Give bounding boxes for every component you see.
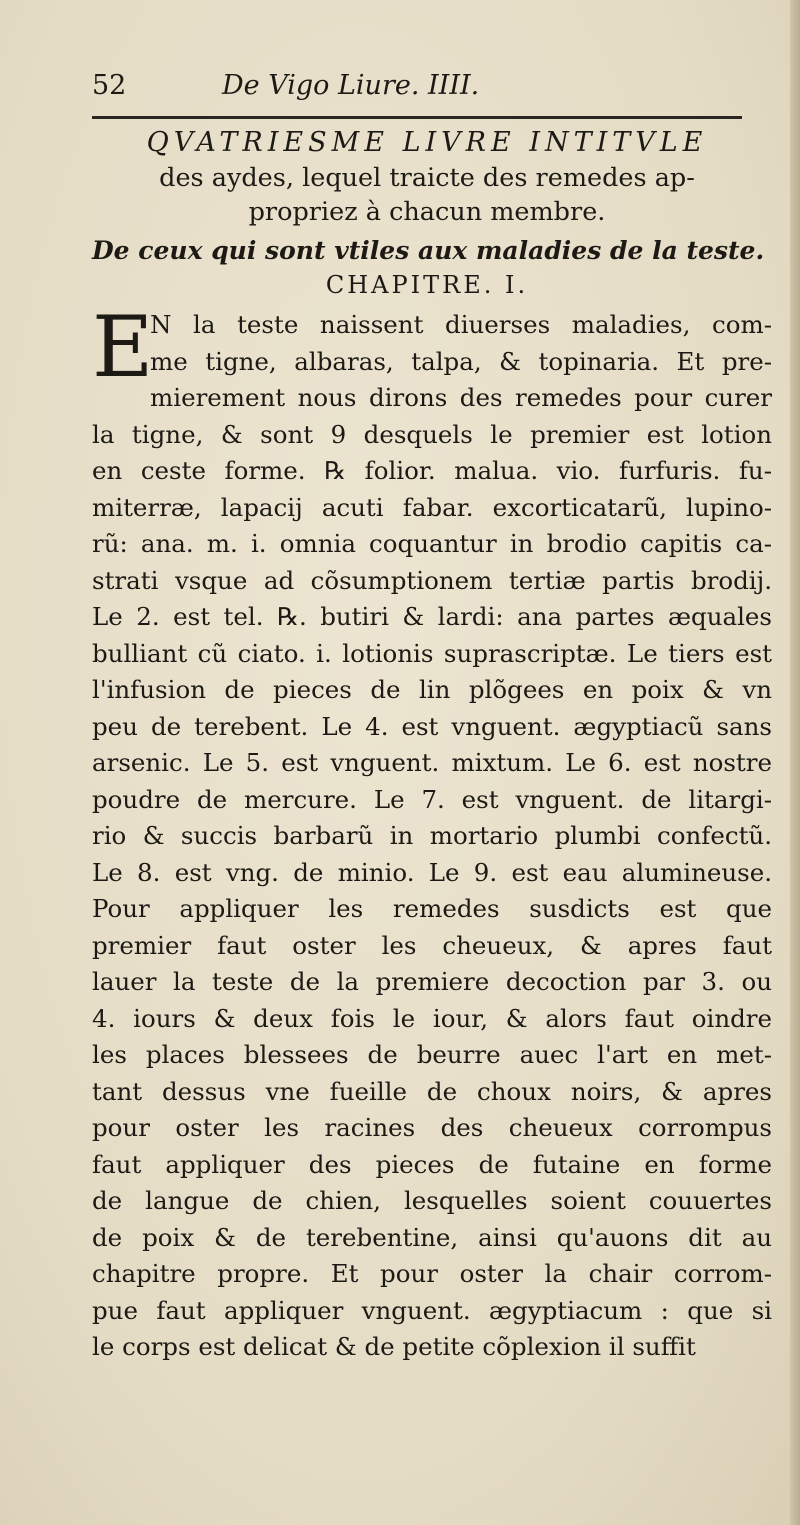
text-line: 4. iours & deux fois le iour, & alors faut oindre (92, 1003, 772, 1033)
chapter-heading: CHAPITRE. I. (325, 271, 529, 299)
text-line: peu de terebent. Le 4. est vnguent. ægyptiacũ sans (92, 711, 772, 741)
text-line: mierement nous dirons des remedes pour curer (150, 383, 772, 412)
text-line: arsenic. Le 5. est vnguent. mixtum. Le 6. est nostre (92, 748, 772, 777)
text-line: en ceste forme. ℞ folior. malua. vio. furfuris. fu- (92, 456, 772, 485)
text-line: les places blessees de beurre auec l'art en met- (92, 1040, 772, 1069)
text-line: rio & succis barbarũ in mortario plumbi confectũ. (92, 821, 772, 850)
text-line: Le 8. est vng. de minio. Le 9. est eau alumineuse. (92, 857, 772, 887)
text-line: Pour appliquer les remedes susdicts est que (92, 894, 772, 923)
text-line: tant dessus vne fueille de choux noirs, & apres (92, 1076, 772, 1106)
text-line: l'infusion de pieces de lin plõgees en poix & vn (92, 675, 772, 704)
text-line: de langue de chien, lesquelles soient couuertes (92, 1186, 772, 1215)
section-heading: De ceux qui sont vtiles aux maladies de la teste. (92, 236, 765, 265)
text-line: le corps est delicat & de petite cõplexion il suffit (92, 1332, 696, 1361)
book-subtitle-line: propriez à chacun membre. (248, 197, 606, 227)
text-line: N la teste naissent diuerses maladies, com- (150, 310, 772, 339)
header-rule (92, 116, 742, 119)
page-header (92, 70, 762, 114)
drop-cap: E (92, 298, 154, 396)
text-line: bulliant cũ ciato. i. lotionis suprascriptæ. Le tiers est (92, 638, 772, 668)
text-line: de poix & de terebentine, ainsi qu'auons dit au (92, 1222, 772, 1252)
text-line: pour oster les racines des cheueux corrompus (92, 1113, 772, 1142)
text-line: strati vsque ad cõsumptionem tertiæ partis brodij. (92, 565, 772, 595)
text-line: poudre de mercure. Le 7. est vnguent. de litargi- (92, 784, 772, 814)
text-line: rũ: ana. m. i. omnia coquantur in brodio capitis ca- (92, 529, 772, 558)
text-line: Le 2. est tel. ℞. butiri & lardi: ana partes æquales (92, 602, 772, 631)
text-line: pue faut appliquer vnguent. ægyptiacum : que si (92, 1295, 772, 1325)
text-line: miterræ, lapacij acuti fabar. excorticatarũ, lupino- (92, 492, 772, 522)
text-line: lauer la teste de la premiere decoction par 3. ou (92, 967, 772, 996)
text-line: premier faut oster les cheueux, & apres faut (92, 930, 772, 960)
running-title: De Vigo Liure. IIII. (222, 70, 480, 101)
text-line: me tigne, albaras, talpa, & topinaria. Et pre- (150, 346, 772, 376)
folio-number: 52 (92, 70, 127, 101)
text-line: la tigne, & sont 9 desquels le premier est lotion (92, 419, 772, 449)
text-line: faut appliquer des pieces de futaine en forme (92, 1149, 772, 1179)
book-subtitle-line: des aydes, lequel traicte des remedes ap- (159, 163, 695, 193)
chapter-text (92, 298, 772, 1366)
page-edge (790, 0, 800, 1525)
book-title: QVATRIESME LIVRE INTITVLE (146, 127, 708, 158)
text-line: chapitre propre. Et pour oster la chair corrom- (92, 1259, 772, 1288)
